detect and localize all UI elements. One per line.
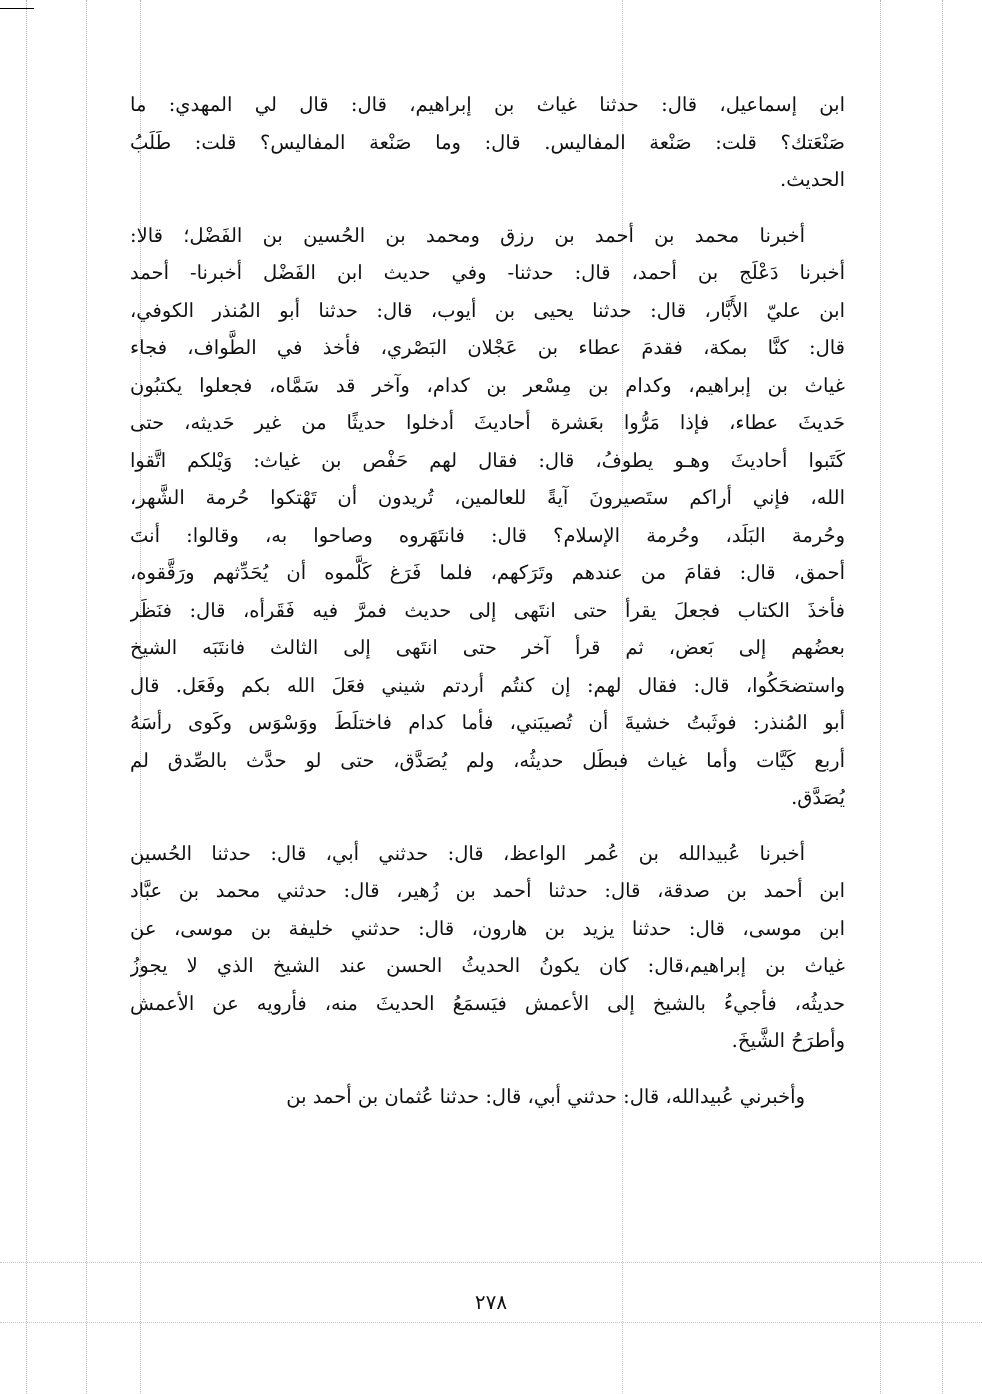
text-line: حديثُه، فأجيءُ بالشيخ إلى الأعمش فيَسمَعُ الحديثَ منه، فأرويه عن الأعمش [130,991,845,1015]
page-number: ٢٧٨ [474,1290,508,1314]
text-line: بعضُهم إلى بَعض، ثم قرأ آخر حتى انتَهى إلى الثالث فانتَبَه الشيخ [130,636,845,659]
text-line: ابن إسماعيل، قال: حدثنا غياث بن إبراهيم، قال: قال لي المهدي: ما [130,93,845,116]
scan-guide-line [880,0,881,1394]
paragraph [130,1078,845,1116]
paragraph-gap [130,817,845,835]
text-line: الحديث. [780,168,845,191]
scan-guide-line [0,1322,982,1323]
page-body-text [130,86,845,1115]
text-line: كَتَبوا أحاديثَ وهـو يطوفُ، قال: فقال لهم حَفْص بن غياث: وَيْلكم اتَّقوا [130,448,845,472]
text-line: أبو المُنذر: فوثَبتُ خشيةَ أن تُصيبَني، فأما كدام فاختلَطَ ووَسْوَس وكَوى رأسَهُ [130,711,845,734]
paragraph [130,835,845,1060]
text-line: أخبرنا دَعْلَج بن أحمد، قال: حدثنا- وفي حديث ابن الفَضْل أخبرنا- أحمد [130,261,845,284]
text-line: وحُرمة البَلَد، وحُرمة الإسلام؟ قال: فانتَهَروه وصاحوا به، وقالوا: أنتَ [130,523,845,547]
paragraph-gap [130,1060,845,1078]
text-line: يُصَدَّق. [791,786,845,809]
text-line: أخبرنا محمد بن أحمد بن رزق ومحمد بن الحُسين بن الفَضْل؛ قالا: [130,223,805,247]
text-line: وأخبرني عُبيدالله، قال: حدثني أبي، قال: حدثنا عُثمان بن أحمد بن [286,1084,805,1108]
text-line: واستضحَكُوا، قال: فقال لهم: إن كنتُم أردتم شيني فعَلَ الله بكم وفَعَل. قال [130,673,845,697]
text-line: وأطرَحُ الشَّيخَ. [731,1029,845,1052]
text-line: حَديثَ عطاء، فإذا مَرُّوا بعَشرة أحاديثَ أدخلوا حديثًا من غير حَديثه، حتى [130,411,845,434]
corner-mark [0,8,34,9]
text-line: الله، فإني أراكم ستَصيرونَ آيةً للعالمين، تُريدون أن تَهْتكوا حُرمة الشَّهر، [130,486,845,509]
text-line: صَنْعَتك؟ قلت: صَنْعة المفاليس. قال: وما صَنْعة المفاليس؟ قلت: طَلَبُ [130,130,845,154]
text-line: قال: كنَّا بمكة، فقدمَ عطاء بن عَجْلان البَصْري، فأخذ في الطَّواف، فجاء [130,336,845,359]
scan-guide-line [942,0,943,1394]
text-line: أربع كَيَّات وأما غياث فبطَل حديثُه، ولم يُصَدَّق، حتى لو حدَّث بالصِّدق لم [130,748,845,772]
paragraph [130,86,845,199]
text-line: أحمق، قال: فقامَ من عندهم وتَرَكهم، فلما فَرَغ كَلَّموه أن يُحَدِّثهم ورَقَّقوه، [130,561,845,584]
scan-guide-line [86,0,87,1394]
text-line: غياث بن إبراهيم،قال: كان يكونُ الحديثُ الحسن عند الشيخ الذي لا يجوزُ [130,954,845,977]
scan-guide-line [0,1262,982,1263]
paragraph [130,217,845,817]
text-line: فأخذَ الكتاب فجعلَ يقرأ حتى انتَهى إلى حديث فمرَّ فيه فَقَرأه، قال: فنَظَر [130,598,845,622]
paragraph-gap [130,199,845,217]
text-line: ابن موسى، قال: حدثنا يزيد بن هارون، قال: حدثني خليفة بن موسى، عن [130,916,845,940]
text-line: غياث بن إبراهيم، وكدام بن مِسْعر بن كدام، وآخر قد سَمَّاه، فجعلوا يكتبُون [130,373,845,397]
scan-guide-line [26,0,27,1394]
text-line: ابن أحمد بن صدقة، قال: حدثنا أحمد بن زُهير، قال: حدثني محمد بن عبَّاد [130,879,845,902]
text-line: أخبرنا عُبيدالله بن عُمر الواعظ، قال: حدثني أبي، قال: حدثنا الحُسين [130,841,805,865]
text-line: ابن عليّ الأَبَّار، قال: حدثنا يحيى بن أيوب، قال: حدثنا أبو المُنذر الكوفي، [130,298,845,322]
